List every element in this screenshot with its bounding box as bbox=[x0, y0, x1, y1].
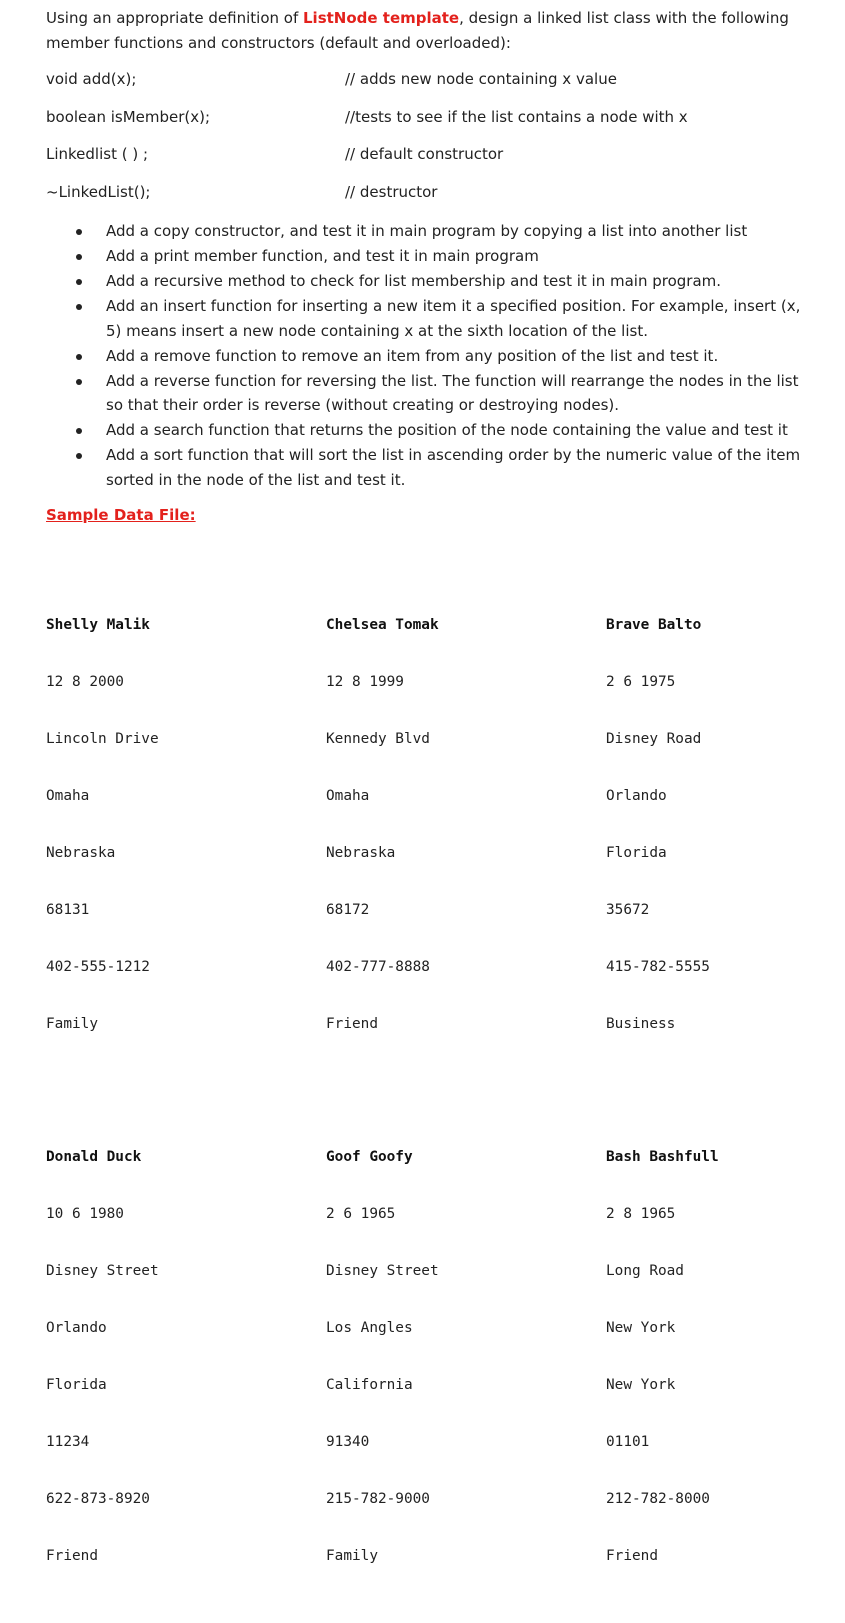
signature-decl: void add(x); bbox=[46, 70, 137, 88]
record-phone: 622-873-8920 bbox=[46, 1491, 150, 1507]
bullet-icon bbox=[76, 428, 82, 434]
record-date: 10 6 1980 bbox=[46, 1206, 124, 1222]
record-city: Orlando bbox=[46, 1320, 107, 1336]
signature-decl: Linkedlist ( ) ; bbox=[46, 145, 149, 163]
record-relation: Friend bbox=[46, 1548, 98, 1564]
record-state: Florida bbox=[606, 845, 667, 861]
record-zip: 68131 bbox=[46, 902, 90, 918]
bullet-icon bbox=[76, 453, 82, 459]
sample-data-column-1 bbox=[46, 540, 159, 1623]
record-city: Omaha bbox=[46, 788, 90, 804]
record-relation: Family bbox=[46, 1016, 98, 1032]
bullet-icon bbox=[76, 254, 82, 260]
list-item: Add a search function that returns the position of the node containing the value and test it bbox=[76, 418, 816, 443]
record-relation: Friend bbox=[606, 1548, 658, 1564]
record-zip: 91340 bbox=[326, 1434, 370, 1450]
record-date: 12 8 2000 bbox=[46, 674, 124, 690]
record-zip: 35672 bbox=[606, 902, 650, 918]
bullet-icon bbox=[76, 279, 82, 285]
signature-decl: ~LinkedList(); bbox=[46, 183, 151, 201]
intro-paragraph bbox=[46, 6, 826, 55]
bullet-icon bbox=[76, 379, 82, 385]
record-relation: Business bbox=[606, 1016, 676, 1032]
sample-data-column-2 bbox=[326, 540, 439, 1623]
bullet-icon bbox=[76, 354, 82, 360]
record-zip: 11234 bbox=[46, 1434, 90, 1450]
sample-data-title: Sample Data File: bbox=[46, 506, 196, 524]
list-item: Add a remove function to remove an item from any position of the list and test it. bbox=[76, 344, 816, 369]
record-name: Brave Balto bbox=[606, 617, 702, 633]
record-state: Florida bbox=[46, 1377, 107, 1393]
listnode-template-highlight: ListNode template bbox=[303, 9, 460, 27]
record bbox=[46, 578, 159, 1072]
record-city: Los Angles bbox=[326, 1320, 413, 1336]
sample-data-column-3 bbox=[606, 540, 719, 1623]
record-city: Omaha bbox=[326, 788, 370, 804]
record-street: Disney Road bbox=[606, 731, 702, 747]
record-phone: 215-782-9000 bbox=[326, 1491, 430, 1507]
list-item: Add a sort function that will sort the list in ascending order by the numeric value of the item sorted in the node of the list and test it. bbox=[76, 443, 816, 492]
record-zip: 68172 bbox=[326, 902, 370, 918]
record-city: Orlando bbox=[606, 788, 667, 804]
record-name: Shelly Malik bbox=[46, 617, 150, 633]
record bbox=[46, 1110, 159, 1604]
bullet-icon bbox=[76, 229, 82, 235]
list-item: Add an insert function for inserting a new item it a specified position. For example, insert (x, 5) means insert a new node containing x at the sixth location of the list. bbox=[76, 294, 816, 343]
bullet-icon bbox=[76, 304, 82, 310]
list-item: Add a print member function, and test it in main program bbox=[76, 244, 816, 269]
record-name: Goof Goofy bbox=[326, 1149, 413, 1165]
record bbox=[606, 1110, 719, 1604]
record-zip: 01101 bbox=[606, 1434, 650, 1450]
record-phone: 212-782-8000 bbox=[606, 1491, 710, 1507]
intro-text-after: , design a linked list class with the following member functions and constructors (default and overloaded): bbox=[46, 9, 789, 52]
list-item: Add a reverse function for reversing the list. The function will rearrange the nodes in the list so that their order is reverse (without creating or destroying nodes). bbox=[76, 369, 816, 418]
record-city: New York bbox=[606, 1320, 676, 1336]
record-street: Disney Street bbox=[326, 1263, 439, 1279]
record-state: California bbox=[326, 1377, 413, 1393]
record-name: Donald Duck bbox=[46, 1149, 142, 1165]
record-phone: 402-555-1212 bbox=[46, 959, 150, 975]
record-date: 2 8 1965 bbox=[606, 1206, 676, 1222]
record-name: Chelsea Tomak bbox=[326, 617, 439, 633]
list-item: Add a copy constructor, and test it in main program by copying a list into another list bbox=[76, 219, 816, 244]
record-street: Long Road bbox=[606, 1263, 684, 1279]
record bbox=[326, 1110, 439, 1604]
record-street: Kennedy Blvd bbox=[326, 731, 430, 747]
record-date: 2 6 1975 bbox=[606, 674, 676, 690]
record-relation: Family bbox=[326, 1548, 378, 1564]
record-phone: 402-777-8888 bbox=[326, 959, 430, 975]
record bbox=[606, 578, 719, 1072]
signature-decl: boolean isMember(x); bbox=[46, 108, 211, 126]
requirements-list bbox=[76, 219, 816, 493]
record-date: 2 6 1965 bbox=[326, 1206, 396, 1222]
record-relation: Friend bbox=[326, 1016, 378, 1032]
list-item: Add a recursive method to check for list membership and test it in main program. bbox=[76, 269, 816, 294]
record-state: Nebraska bbox=[326, 845, 396, 861]
record-phone: 415-782-5555 bbox=[606, 959, 710, 975]
record bbox=[326, 578, 439, 1072]
intro-text-before: Using an appropriate definition of bbox=[46, 9, 303, 27]
signature-comment: // adds new node containing x value bbox=[345, 70, 617, 88]
record-street: Disney Street bbox=[46, 1263, 159, 1279]
record-state: Nebraska bbox=[46, 845, 116, 861]
signature-comment: //tests to see if the list contains a node with x bbox=[345, 108, 688, 126]
record-street: Lincoln Drive bbox=[46, 731, 159, 747]
record-state: New York bbox=[606, 1377, 676, 1393]
record-name: Bash Bashfull bbox=[606, 1149, 719, 1165]
record-date: 12 8 1999 bbox=[326, 674, 404, 690]
signature-comment: // destructor bbox=[345, 183, 438, 201]
signature-comment: // default constructor bbox=[345, 145, 504, 163]
